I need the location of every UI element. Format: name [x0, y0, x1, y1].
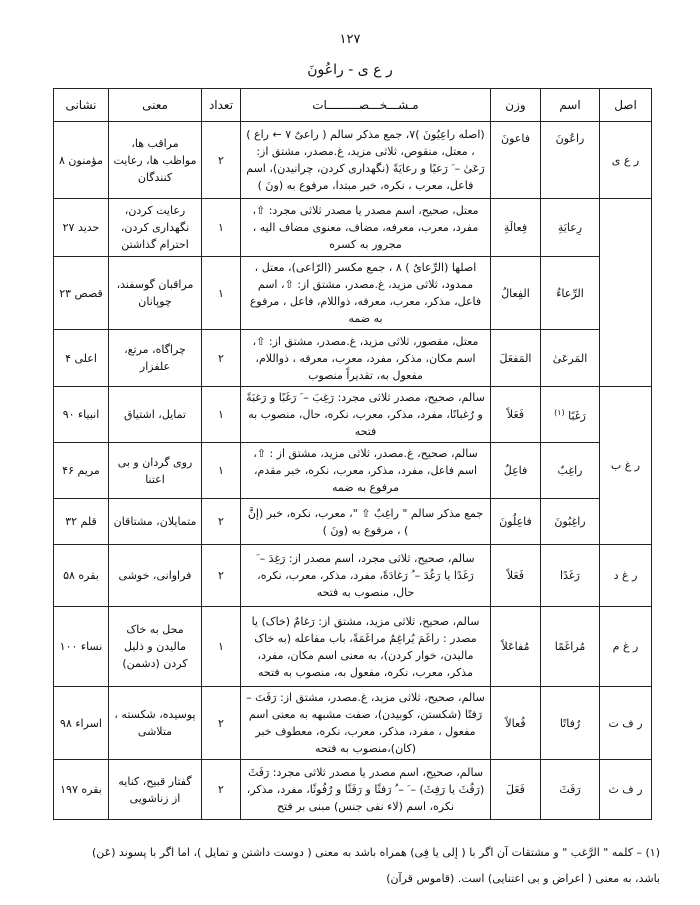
- count-cell: ۲: [202, 499, 241, 545]
- noun-cell: المَرعَیٰ: [541, 330, 600, 387]
- count-cell: ۲: [202, 687, 241, 760]
- root-cell: ر غ م: [600, 607, 652, 687]
- meaning-cell: محل به خاک مالیدن و ذلیل کردن (دشمن): [109, 607, 202, 687]
- header-root: اصل: [600, 89, 652, 122]
- header-pattern: وزن: [491, 89, 541, 122]
- table-row: [54, 330, 652, 387]
- count-cell: ۱: [202, 387, 241, 443]
- specs-cell: سالم، صحیح، مصدر ثلاثی مجرد: رَغِبَ – َ رَغَبًا و رَغبَةً و رُغبانًا، مفرد، مذکر، معرب، نکره، حال، منصوب به فتحه: [241, 387, 491, 443]
- header-specs: مـشـــخـــصـــــــــات: [241, 89, 491, 122]
- pattern-cell: فُعالاً: [491, 687, 541, 760]
- header-reference: نشانی: [54, 89, 109, 122]
- count-cell: ۲: [202, 760, 241, 820]
- pattern-cell: فَعَلاً: [491, 545, 541, 607]
- count-cell: ۲: [202, 545, 241, 607]
- meaning-cell: مراقب ها، مواظب ها، رعایت کنندگان: [109, 122, 202, 199]
- table-row: [54, 607, 652, 687]
- reference-cell: قصص ۲۳: [54, 257, 109, 330]
- specs-cell: جمع مذکر سالم " راغِبٌ ⇧ "، معرب، نکره، خبر (إنَّ ) ، مرفوع به (ونَ ): [241, 499, 491, 545]
- specs-cell: اصلها (الرِّعایُ ) ۸ ، جمع مکسر (الرّاعی)، معتل ، ممدود، ثلاثی مزید، غ.مصدر، مشتق از: ⇧، اسم فاعل، مذکر، معرب، معرفه، ذواللام، فاعل ، مرفوع به ضمه: [241, 257, 491, 330]
- header-meaning: معنی: [109, 89, 202, 122]
- root-cell: ر غ د: [600, 545, 652, 607]
- meaning-cell: رعایت کردن، نگهداری کردن، احترام گذاشتن: [109, 199, 202, 257]
- noun-cell: رَفَثَ: [541, 760, 600, 820]
- meaning-cell: متمایلان، مشتاقان: [109, 499, 202, 545]
- reference-cell: قلم ۳۲: [54, 499, 109, 545]
- specs-cell: (اصله راعِيُونَ )۷، جمع مذکر سالم ( راعیٌ ۷ ← راع ) ، معتل، منقوص، ثلاثی مزید، غ.مصدر، مشتق از: رَعَیٰ – َ رَعیًا و رعایَةً (نگهداری کردن، چرانیدن)، اسم فاعل، معرب ، نکره، خبر مبتدا، مرفوع به (ونَ ): [241, 122, 491, 199]
- noun-cell: رِعايَةِ: [541, 199, 600, 257]
- footnote: [40, 840, 660, 892]
- specs-cell: معتل، صحیح، اسم مصدر یا مصدر ثلاثی مجرد: ⇧، مفرد، معرب، معرفه، مضاف، معنوی مضاف الیه ، مجرور به کسره: [241, 199, 491, 257]
- reference-cell: اعلی ۴: [54, 330, 109, 387]
- root-cell: ر غ ب: [600, 387, 652, 545]
- pattern-cell: فَعَلاً: [491, 387, 541, 443]
- table-row: [54, 760, 652, 820]
- table-row: [54, 199, 652, 257]
- noun-cell: الرِّعاءُ: [541, 257, 600, 330]
- noun-cell: راغِبُونَ: [541, 499, 600, 545]
- meaning-cell: پوسیده، شکسته ، متلاشی: [109, 687, 202, 760]
- table-row: [54, 545, 652, 607]
- pattern-cell: فاعونَ: [491, 122, 541, 199]
- table-header-row: [54, 89, 652, 122]
- reference-cell: اسراء ۹۸: [54, 687, 109, 760]
- meaning-cell: گفتار قبیح، کنایه از زناشویی: [109, 760, 202, 820]
- root-cell: ر ف ت: [600, 687, 652, 760]
- count-cell: ۱: [202, 257, 241, 330]
- header-count: تعداد: [202, 89, 241, 122]
- footnote-line-1: (۱) – کلمه " الرَّغب " و مشتقات آن اگر با ( إلی یا فِی) همراه باشد به معنی ( دوست داشتن و تمایل )، اما اگر با پسوند (عَن): [91, 846, 660, 859]
- pattern-cell: المَفعَلَ: [491, 330, 541, 387]
- pattern-cell: مُفاعَلاً: [491, 607, 541, 687]
- specs-cell: معتل، مقصور، ثلاثی مزید، غ.مصدر، مشتق از: ⇧، اسم مکان، مذکر، مفرد، معرب، معرفه ، ذواللام، مفعول به، تقدیراً منصوب: [241, 330, 491, 387]
- table-row: [54, 443, 652, 499]
- root-cell: ر ع ی: [600, 122, 652, 199]
- specs-cell: سالم، صحیح، غ.مصدر، ثلاثی مزید، مشتق از : ⇧، اسم فاعل، مفرد، مذکر، معرب، نکره، خبر مقدم، مرفوع به ضمه: [241, 443, 491, 499]
- noun-cell: راعُونَ: [541, 122, 600, 199]
- table-row: [54, 387, 652, 443]
- noun-cell: رُفاتًا: [541, 687, 600, 760]
- pattern-cell: فاعِلٌ: [491, 443, 541, 499]
- meaning-cell: چراگاه، مرتع، علفزار: [109, 330, 202, 387]
- pattern-cell: فِعالَةِ: [491, 199, 541, 257]
- specs-cell: سالم، صحیح، ثلاثی مجرد، اسم مصدر از: رَغِدَ – َ رَغَدًا یا رَغُدَ – ُ رَغادَةً، مفرد، مذکر، معرب، نکره، حال، منصوب به فتحه: [241, 545, 491, 607]
- pattern-cell: الفِعالُ: [491, 257, 541, 330]
- reference-cell: بقره ۱۹۷: [54, 760, 109, 820]
- noun-cell: [541, 387, 600, 443]
- reference-cell: مریم ۴۶: [54, 443, 109, 499]
- pattern-cell: فَعَلَ: [491, 760, 541, 820]
- meaning-cell: مراقبان گوسفند، چوپانان: [109, 257, 202, 330]
- reference-cell: نساء ۱۰۰: [54, 607, 109, 687]
- table-row: [54, 687, 652, 760]
- noun-cell: راغِبٌ: [541, 443, 600, 499]
- footnote-line-2: باشد، به معنی ( اعراض و بی اعتنایی) است. (قاموس قرآن): [386, 872, 660, 885]
- table-row: [54, 122, 652, 199]
- noun-cell: مُراغَمًا: [541, 607, 600, 687]
- meaning-cell: روی گردان و بی اعتنا: [109, 443, 202, 499]
- reference-cell: حدید ۲۷: [54, 199, 109, 257]
- page-title: ر ع ی - راعُونَ: [307, 62, 393, 78]
- word-analysis-table: [53, 88, 652, 820]
- count-cell: ۱: [202, 443, 241, 499]
- noun-cell: رَغَدًا: [541, 545, 600, 607]
- reference-cell: بقره ۵۸: [54, 545, 109, 607]
- specs-cell: سالم، صحیح، ثلاثی مزید، مشتق از: رَغامٌ (خاک) یا مصدر : راغَمَ یُراغِمُ مراغَمَةً، باب مفاعله (به خاک مالیدن، خوار کردن)، به معنی اسم مکان، مفرد، مذکر، معرب، نکره، مفعول به، منصوب به فتحه: [241, 607, 491, 687]
- reference-cell: انبیاء ۹۰: [54, 387, 109, 443]
- specs-cell: سالم، صحیح، اسم مصدر یا مصدر ثلاثی مجرد: رَفَثَ (رَفُثَ یا رَفِثَ) – َ – ُ رَفثًا و رَفَثًا و رُفُوثًا، مفرد، مذکر، نکره، اسم (لاء نفی جنس) مبنی بر فتح: [241, 760, 491, 820]
- footnote-marker: (۱): [554, 408, 565, 418]
- table-row: [54, 499, 652, 545]
- header-noun: اسم: [541, 89, 600, 122]
- specs-cell: سالم، صحیح، ثلاثی مزید، غ.مصدر، مشتق از: رَفَتَ – رَفتًا (شکستن، کوبیدن)، صفت مشبهه به معنی اسم مفعول ، مفرد، مذکر، معرب، نکره، معطوف خبر (کان)،منصوب به فتحه: [241, 687, 491, 760]
- root-cell: [600, 199, 652, 387]
- count-cell: ۲: [202, 122, 241, 199]
- noun-text: رَغَبًا: [568, 409, 586, 423]
- count-cell: ۱: [202, 607, 241, 687]
- pattern-cell: فاعِلُونَ: [491, 499, 541, 545]
- root-cell: ر ف ث: [600, 760, 652, 820]
- table-row: [54, 257, 652, 330]
- count-cell: ۲: [202, 330, 241, 387]
- meaning-cell: تمایل، اشتیاق: [109, 387, 202, 443]
- meaning-cell: فراوانی، خوشی: [109, 545, 202, 607]
- reference-cell: مؤمنون ۸: [54, 122, 109, 199]
- page-number: ۱۲۷: [339, 32, 361, 47]
- count-cell: ۱: [202, 199, 241, 257]
